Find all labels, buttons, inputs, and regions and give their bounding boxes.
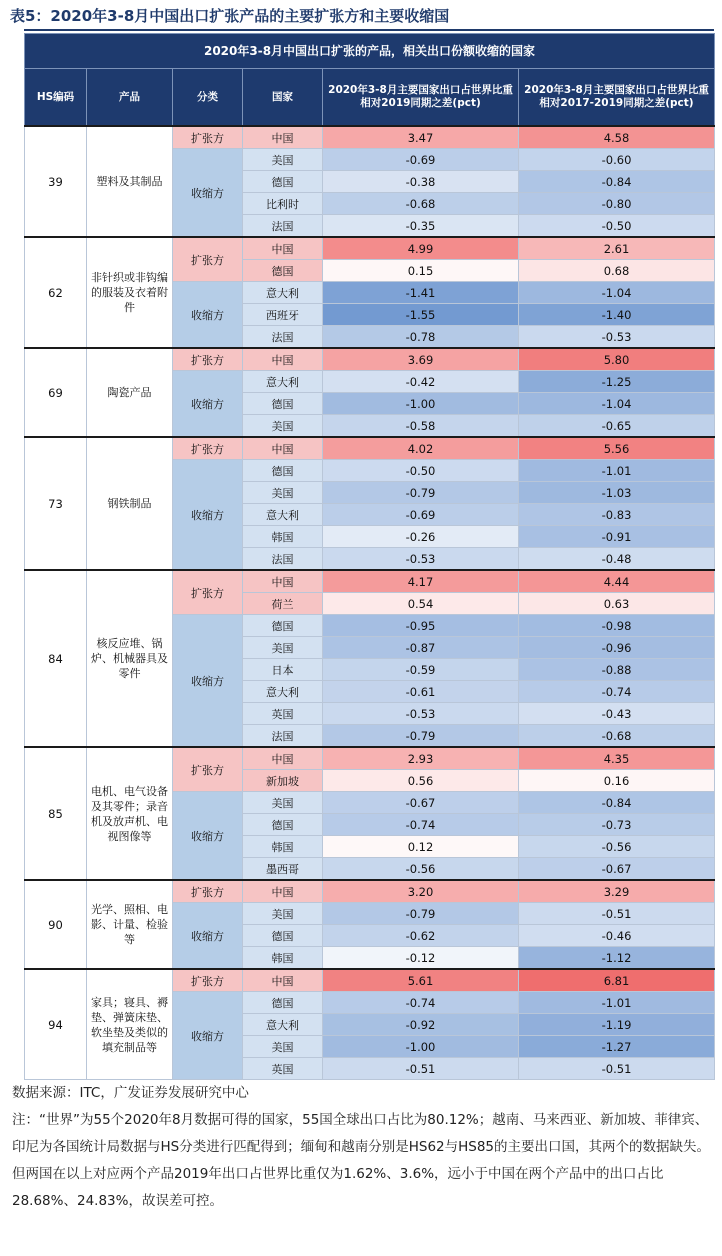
value-2017-2019-diff: 5.80 (519, 348, 715, 371)
value-2019-diff: 0.12 (323, 836, 519, 858)
value-2019-diff: -0.42 (323, 371, 519, 393)
value-2019-diff: -0.79 (323, 482, 519, 504)
table-row (25, 969, 715, 992)
country-cell: 美国 (243, 1036, 323, 1058)
table-row (25, 348, 715, 371)
value-2019-diff: -0.87 (323, 637, 519, 659)
product-name: 钢铁制品 (87, 437, 173, 570)
page-title: 表5：2020年3-8月中国出口扩张产品的主要扩张方和主要收缩国 (10, 7, 450, 25)
hs-code: 90 (25, 880, 87, 969)
category-expand: 扩张方 (173, 126, 243, 149)
country-cell: 中国 (243, 126, 323, 149)
country-cell: 韩国 (243, 947, 323, 970)
value-2017-2019-diff: 3.29 (519, 880, 715, 903)
header-category: 分类 (173, 69, 243, 127)
value-2019-diff: -0.69 (323, 149, 519, 171)
value-2017-2019-diff: -1.25 (519, 371, 715, 393)
title-rule (24, 29, 714, 31)
value-2017-2019-diff: -0.48 (519, 548, 715, 571)
country-cell: 英国 (243, 1058, 323, 1080)
value-2017-2019-diff: 0.63 (519, 593, 715, 615)
value-2019-diff: 4.17 (323, 570, 519, 593)
country-cell: 中国 (243, 437, 323, 460)
country-cell: 法国 (243, 548, 323, 571)
value-2017-2019-diff: 6.81 (519, 969, 715, 992)
table-row (25, 437, 715, 460)
value-2017-2019-diff: 4.44 (519, 570, 715, 593)
notes (12, 1080, 714, 1215)
value-2019-diff: 0.56 (323, 770, 519, 792)
country-cell: 德国 (243, 615, 323, 637)
country-cell: 美国 (243, 792, 323, 814)
value-2019-diff: -0.38 (323, 171, 519, 193)
category-shrink: 收缩方 (173, 903, 243, 970)
country-cell: 美国 (243, 482, 323, 504)
header-country: 国家 (243, 69, 323, 127)
value-2017-2019-diff: -0.50 (519, 215, 715, 238)
country-cell: 德国 (243, 393, 323, 415)
country-cell: 美国 (243, 903, 323, 925)
value-2017-2019-diff: -1.03 (519, 482, 715, 504)
category-shrink: 收缩方 (173, 460, 243, 571)
country-cell: 意大利 (243, 1014, 323, 1036)
value-2019-diff: -0.67 (323, 792, 519, 814)
value-2019-diff: -0.26 (323, 526, 519, 548)
value-2019-diff: 3.47 (323, 126, 519, 149)
value-2017-2019-diff: -0.53 (519, 326, 715, 349)
country-cell: 比利时 (243, 193, 323, 215)
value-2017-2019-diff: -1.27 (519, 1036, 715, 1058)
category-shrink: 收缩方 (173, 282, 243, 349)
category-expand: 扩张方 (173, 237, 243, 282)
header-col2: 2020年3-8月主要国家出口占世界比重相对2017-2019同期之差(pct) (519, 69, 715, 127)
value-2017-2019-diff: -1.12 (519, 947, 715, 970)
value-2019-diff: -0.56 (323, 858, 519, 881)
table-row (25, 237, 715, 260)
value-2019-diff: -0.69 (323, 504, 519, 526)
value-2017-2019-diff: -1.40 (519, 304, 715, 326)
value-2017-2019-diff: -1.04 (519, 393, 715, 415)
value-2019-diff: -0.79 (323, 725, 519, 748)
hs-code: 85 (25, 747, 87, 880)
product-name: 陶瓷产品 (87, 348, 173, 437)
table-row (25, 880, 715, 903)
value-2019-diff: -0.58 (323, 415, 519, 438)
table-row (25, 126, 715, 149)
product-name: 非针织或非钩编的服装及衣着附件 (87, 237, 173, 348)
value-2019-diff: -0.74 (323, 814, 519, 836)
value-2019-diff: -1.55 (323, 304, 519, 326)
note-text: 注：“世界”为55个2020年8月数据可得的国家，55国全球出口占比为80.12%；越南、马来西亚、新加坡、菲律宾、印尼为各国统计局数据与HS分类进行匹配得到；缅甸和越南分别是HS62与HS85的主要出口国，其两个的数据缺失。但两国在以上对应两个产品2019年出口占世界比重仅为1.62%、3.6%，远小于中国在两个产品中的出口占比28.68%、24.83%，故误差可控。 (12, 1112, 711, 1209)
country-cell: 新加坡 (243, 770, 323, 792)
country-cell: 中国 (243, 747, 323, 770)
product-name: 电机、电气设备及其零件；录音机及放声机、电视图像等 (87, 747, 173, 880)
product-name: 家具；寝具、褥垫、弹簧床垫、软坐垫及类似的填充制品等 (87, 969, 173, 1080)
value-2017-2019-diff: -1.04 (519, 282, 715, 304)
country-cell: 中国 (243, 348, 323, 371)
value-2017-2019-diff: 0.16 (519, 770, 715, 792)
value-2019-diff: -0.78 (323, 326, 519, 349)
category-shrink: 收缩方 (173, 371, 243, 438)
value-2017-2019-diff: -0.68 (519, 725, 715, 748)
country-cell: 荷兰 (243, 593, 323, 615)
country-cell: 法国 (243, 326, 323, 349)
value-2019-diff: -0.12 (323, 947, 519, 970)
category-expand: 扩张方 (173, 969, 243, 992)
country-cell: 中国 (243, 570, 323, 593)
source-text: 数据来源：ITC，广发证券发展研究中心 (12, 1085, 249, 1101)
header-col1: 2020年3-8月主要国家出口占世界比重相对2019同期之差(pct) (323, 69, 519, 127)
country-cell: 英国 (243, 703, 323, 725)
product-name: 塑料及其制品 (87, 126, 173, 237)
country-cell: 德国 (243, 925, 323, 947)
country-cell: 中国 (243, 237, 323, 260)
header-hs: HS编码 (25, 69, 87, 127)
header-product: 产品 (87, 69, 173, 127)
value-2019-diff: -1.00 (323, 1036, 519, 1058)
country-cell: 美国 (243, 637, 323, 659)
value-2017-2019-diff: -0.65 (519, 415, 715, 438)
value-2019-diff: 5.61 (323, 969, 519, 992)
value-2019-diff: -0.61 (323, 681, 519, 703)
category-expand: 扩张方 (173, 437, 243, 460)
value-2017-2019-diff: -0.88 (519, 659, 715, 681)
country-cell: 中国 (243, 880, 323, 903)
value-2019-diff: 3.20 (323, 880, 519, 903)
category-expand: 扩张方 (173, 880, 243, 903)
value-2019-diff: 4.99 (323, 237, 519, 260)
country-cell: 西班牙 (243, 304, 323, 326)
value-2017-2019-diff: -0.83 (519, 504, 715, 526)
value-2019-diff: 4.02 (323, 437, 519, 460)
category-shrink: 收缩方 (173, 149, 243, 238)
country-cell: 德国 (243, 814, 323, 836)
value-2017-2019-diff: 4.58 (519, 126, 715, 149)
value-2017-2019-diff: -0.51 (519, 1058, 715, 1080)
hs-code: 73 (25, 437, 87, 570)
value-2017-2019-diff: -0.80 (519, 193, 715, 215)
value-2019-diff: -0.59 (323, 659, 519, 681)
value-2019-diff: -0.74 (323, 992, 519, 1014)
value-2019-diff: 0.15 (323, 260, 519, 282)
country-cell: 法国 (243, 215, 323, 238)
hs-code: 69 (25, 348, 87, 437)
value-2017-2019-diff: -0.84 (519, 171, 715, 193)
country-cell: 美国 (243, 149, 323, 171)
country-cell: 德国 (243, 171, 323, 193)
country-cell: 韩国 (243, 526, 323, 548)
value-2017-2019-diff: -0.60 (519, 149, 715, 171)
value-2017-2019-diff: -1.19 (519, 1014, 715, 1036)
value-2019-diff: 0.54 (323, 593, 519, 615)
value-2019-diff: -1.41 (323, 282, 519, 304)
table-body (25, 126, 715, 1080)
value-2017-2019-diff: -0.96 (519, 637, 715, 659)
country-cell: 意大利 (243, 504, 323, 526)
value-2019-diff: -0.62 (323, 925, 519, 947)
value-2017-2019-diff: -0.67 (519, 858, 715, 881)
value-2017-2019-diff: -0.91 (519, 526, 715, 548)
value-2017-2019-diff: -1.01 (519, 460, 715, 482)
table-row (25, 747, 715, 770)
category-expand: 扩张方 (173, 570, 243, 615)
country-cell: 美国 (243, 415, 323, 438)
value-2019-diff: 3.69 (323, 348, 519, 371)
value-2017-2019-diff: -0.56 (519, 836, 715, 858)
hs-code: 94 (25, 969, 87, 1080)
value-2017-2019-diff: 2.61 (519, 237, 715, 260)
value-2017-2019-diff: 0.68 (519, 260, 715, 282)
category-shrink: 收缩方 (173, 792, 243, 881)
value-2019-diff: -0.51 (323, 1058, 519, 1080)
value-2017-2019-diff: -0.73 (519, 814, 715, 836)
data-table (24, 33, 715, 1080)
country-cell: 日本 (243, 659, 323, 681)
value-2019-diff: -0.53 (323, 703, 519, 725)
value-2019-diff: -0.53 (323, 548, 519, 571)
product-name: 核反应堆、锅炉、机械器具及零件 (87, 570, 173, 747)
value-2019-diff: -0.50 (323, 460, 519, 482)
value-2019-diff: -0.68 (323, 193, 519, 215)
value-2017-2019-diff: 4.35 (519, 747, 715, 770)
table-title: 2020年3-8月中国出口扩张的产品，相关出口份额收缩的国家 (25, 34, 715, 69)
value-2017-2019-diff: -0.46 (519, 925, 715, 947)
country-cell: 德国 (243, 460, 323, 482)
value-2019-diff: -0.95 (323, 615, 519, 637)
hs-code: 62 (25, 237, 87, 348)
value-2017-2019-diff: -0.74 (519, 681, 715, 703)
value-2019-diff: 2.93 (323, 747, 519, 770)
value-2017-2019-diff: -1.01 (519, 992, 715, 1014)
country-cell: 意大利 (243, 282, 323, 304)
country-cell: 韩国 (243, 836, 323, 858)
value-2017-2019-diff: -0.84 (519, 792, 715, 814)
hs-code: 39 (25, 126, 87, 237)
country-cell: 意大利 (243, 371, 323, 393)
value-2017-2019-diff: -0.51 (519, 903, 715, 925)
country-cell: 中国 (243, 969, 323, 992)
category-expand: 扩张方 (173, 747, 243, 792)
hs-code: 84 (25, 570, 87, 747)
category-expand: 扩张方 (173, 348, 243, 371)
value-2017-2019-diff: -0.43 (519, 703, 715, 725)
product-name: 光学、照相、电影、计量、检验等 (87, 880, 173, 969)
country-cell: 意大利 (243, 681, 323, 703)
value-2019-diff: -0.79 (323, 903, 519, 925)
table-row (25, 570, 715, 593)
category-shrink: 收缩方 (173, 615, 243, 748)
category-shrink: 收缩方 (173, 992, 243, 1080)
value-2019-diff: -0.35 (323, 215, 519, 238)
value-2019-diff: -0.92 (323, 1014, 519, 1036)
country-cell: 墨西哥 (243, 858, 323, 881)
value-2019-diff: -1.00 (323, 393, 519, 415)
value-2017-2019-diff: -0.98 (519, 615, 715, 637)
country-cell: 德国 (243, 992, 323, 1014)
country-cell: 法国 (243, 725, 323, 748)
country-cell: 德国 (243, 260, 323, 282)
value-2017-2019-diff: 5.56 (519, 437, 715, 460)
